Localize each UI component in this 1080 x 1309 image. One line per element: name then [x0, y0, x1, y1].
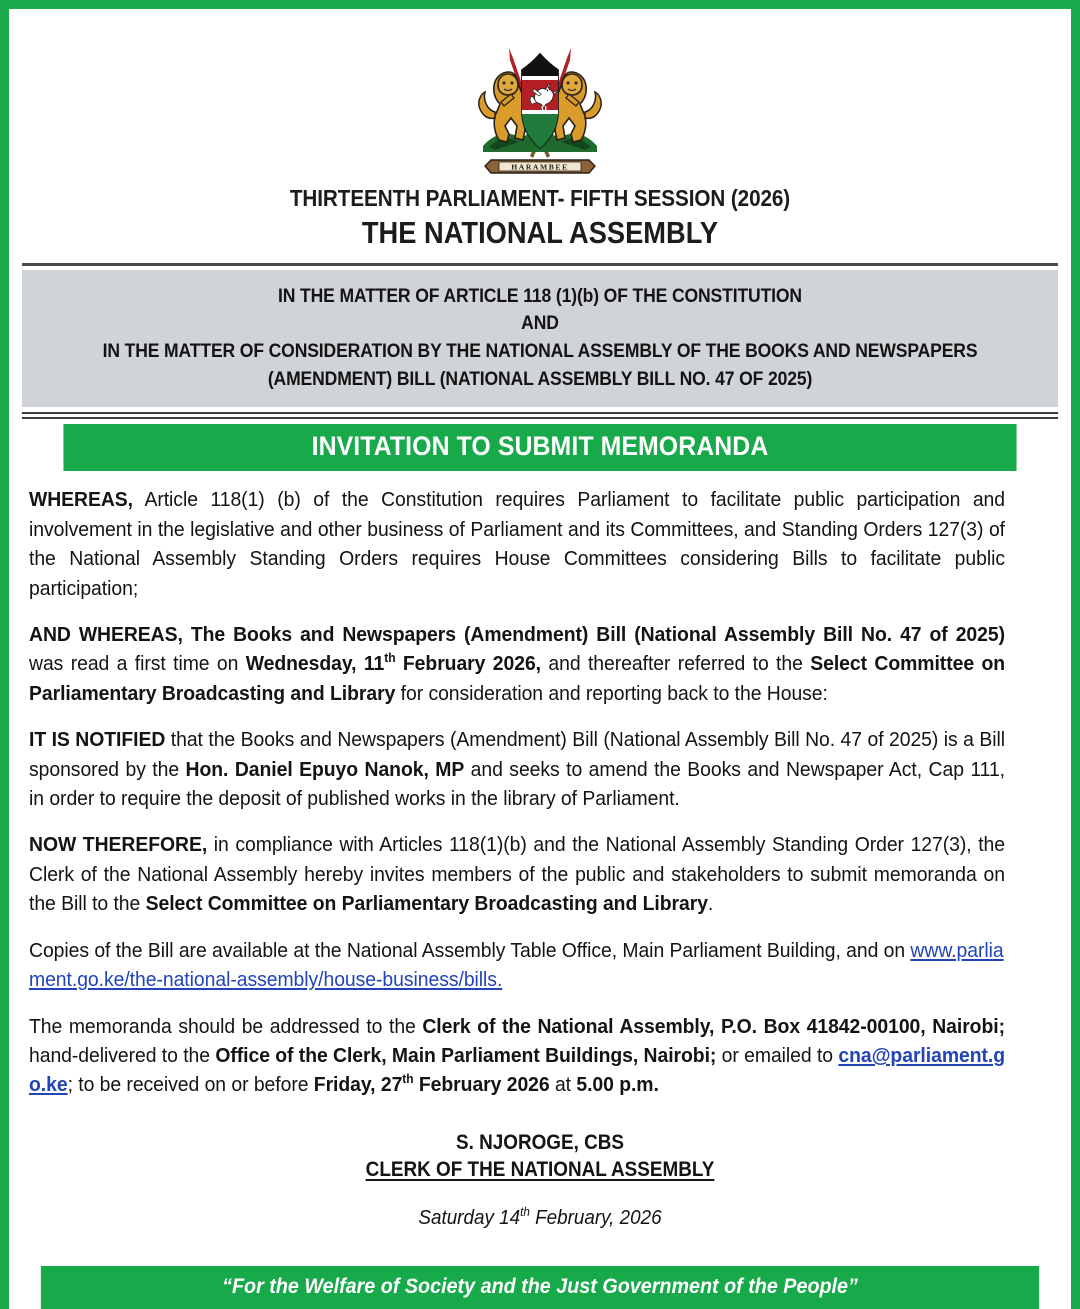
- paragraph-and-whereas: [29, 621, 1005, 709]
- clerk-office-address: Office of the Clerk, Main Parliament Buildings, Nairobi;: [215, 1045, 717, 1067]
- invitation-banner: INVITATION TO SUBMIT MEMORANDA: [63, 424, 1016, 471]
- signature-block: [29, 1129, 1051, 1231]
- matter-line-4: (AMENDMENT) BILL (NATIONAL ASSEMBLY BILL NO. 47 OF 2025): [267, 367, 813, 390]
- first-reading-ordinal: th: [384, 651, 396, 666]
- footer-motto: “For the Welfare of Society and the Just Government of the People”: [41, 1266, 1039, 1309]
- deadline-ordinal: th: [402, 1072, 414, 1087]
- memoranda-text-2: hand-delivered to the: [29, 1045, 216, 1067]
- notice-body: [22, 471, 1058, 1244]
- matter-block: [22, 270, 1058, 408]
- paragraph-copies-availability: [29, 937, 1005, 996]
- issue-date-day: Saturday 14: [418, 1206, 521, 1230]
- memoranda-text-1: The memoranda should be addressed to the: [29, 1015, 423, 1038]
- clerk-name: S. NJOROGE, CBS: [455, 1130, 625, 1154]
- select-committee-name-2: Select Committee on Parliamentary Broadcasting and Library: [145, 893, 708, 916]
- bills-url-link[interactable]: www.parliament.go.ke/the-national-assembly/house-business/bills.: [29, 939, 1004, 992]
- deadline-day: Friday, 27: [313, 1074, 403, 1097]
- it-is-notified-mid: that the Books and Newspapers (Amendment) Bill (National Assembly Bill No. 47 of 2025) is a Bill sponsored by the: [29, 729, 1006, 781]
- first-reading-day: Wednesday, 11: [245, 653, 385, 676]
- deadline-month-year: February 2026: [413, 1074, 550, 1097]
- now-therefore-mid: in compliance with Articles 118(1)(b) and the National Assembly Standing Order 127(3), the Clerk of the National Assembly hereby invites members of the public and stakeholders to submit memoranda on the Bill to the: [29, 834, 1006, 916]
- clerk-postal-address: Clerk of the National Assembly, P.O. Box 41842-00100, Nairobi;: [422, 1015, 1005, 1038]
- matter-line-2: AND: [521, 312, 559, 335]
- svg-text:HARAMBEE: HARAMBEE: [511, 162, 569, 172]
- clerk-title: CLERK OF THE NATIONAL ASSEMBLY: [365, 1158, 715, 1182]
- issue-date-ordinal: th: [520, 1204, 530, 1220]
- issue-date-month-year: February, 2026: [529, 1206, 662, 1230]
- paragraph-now-therefore: [29, 831, 1005, 919]
- whereas-lead: WHEREAS,: [29, 489, 134, 512]
- submission-deadline-time: 5.00 p.m.: [576, 1074, 659, 1097]
- notice-inner: [9, 9, 1071, 1309]
- whereas-text: Article 118(1) (b) of the Constitution requires Parliament to facilitate public participation and involvement in the legislative and other business of Parliament and its Committees, and Standing Orders 127(3) of the National Assembly Standing Orders requires House Committees considering Bills to facilitate public participation;: [29, 489, 1006, 600]
- bill-sponsor-name: Hon. Daniel Epuyo Nanok, MP: [185, 758, 465, 781]
- paragraph-whereas: [29, 486, 1005, 604]
- now-therefore-tail: .: [707, 893, 714, 916]
- paragraph-memoranda-submission: [29, 1013, 1005, 1101]
- first-reading-date: [246, 653, 541, 675]
- and-whereas-mid-2: and thereafter referred to the: [541, 653, 811, 676]
- kenya-coat-of-arms-icon: [465, 34, 615, 177]
- now-therefore-lead: NOW THEREFORE,: [29, 834, 208, 857]
- matter-line-1: IN THE MATTER OF ARTICLE 118 (1)(b) OF THE CONSTITUTION: [278, 284, 802, 307]
- it-is-notified-tail: and seeks to amend the Books and Newspaper Act, Cap 111, in order to require the deposit of published works in the library of Parliament.: [29, 758, 1006, 811]
- submission-deadline-date: [314, 1074, 550, 1096]
- matter-line-3: IN THE MATTER OF CONSIDERATION BY THE NATIONAL ASSEMBLY OF THE BOOKS AND NEWSPAPERS: [102, 339, 978, 362]
- coat-of-arms-crest: [22, 18, 1058, 183]
- memoranda-text-4: ; to be received on or before: [67, 1074, 314, 1097]
- copies-text: Copies of the Bill are available at the National Assembly Table Office, Main Parliament Building, and on: [29, 939, 911, 962]
- house-title: THE NATIONAL ASSEMBLY: [361, 215, 719, 251]
- select-committee-name: Select Committee on Parliamentary Broadcasting and Library: [29, 653, 1006, 705]
- it-is-notified-lead: IT IS NOTIFIED: [29, 729, 166, 752]
- clerk-email-link[interactable]: cna@parliament.go.ke: [29, 1045, 1006, 1097]
- paragraph-it-is-notified: [29, 726, 1005, 814]
- memoranda-text-3: or emailed to: [716, 1045, 839, 1067]
- and-whereas-mid-1: was read a first time on: [29, 653, 246, 676]
- parliament-session-title: THIRTEENTH PARLIAMENT- FIFTH SESSION (2026): [289, 185, 791, 211]
- divider-below-matter: [22, 412, 1058, 419]
- and-whereas-tail: for consideration and reporting back to the House:: [395, 682, 828, 705]
- notice-issue-date: [70, 1206, 1010, 1230]
- and-whereas-lead: AND WHEREAS, The Books and Newspapers (Amendment) Bill (National Assembly Bill No. 47 of 2025): [29, 623, 1006, 646]
- first-reading-month-year: February 2026,: [395, 653, 542, 676]
- divider-above-matter: [22, 263, 1058, 266]
- memoranda-text-5: at: [549, 1074, 577, 1097]
